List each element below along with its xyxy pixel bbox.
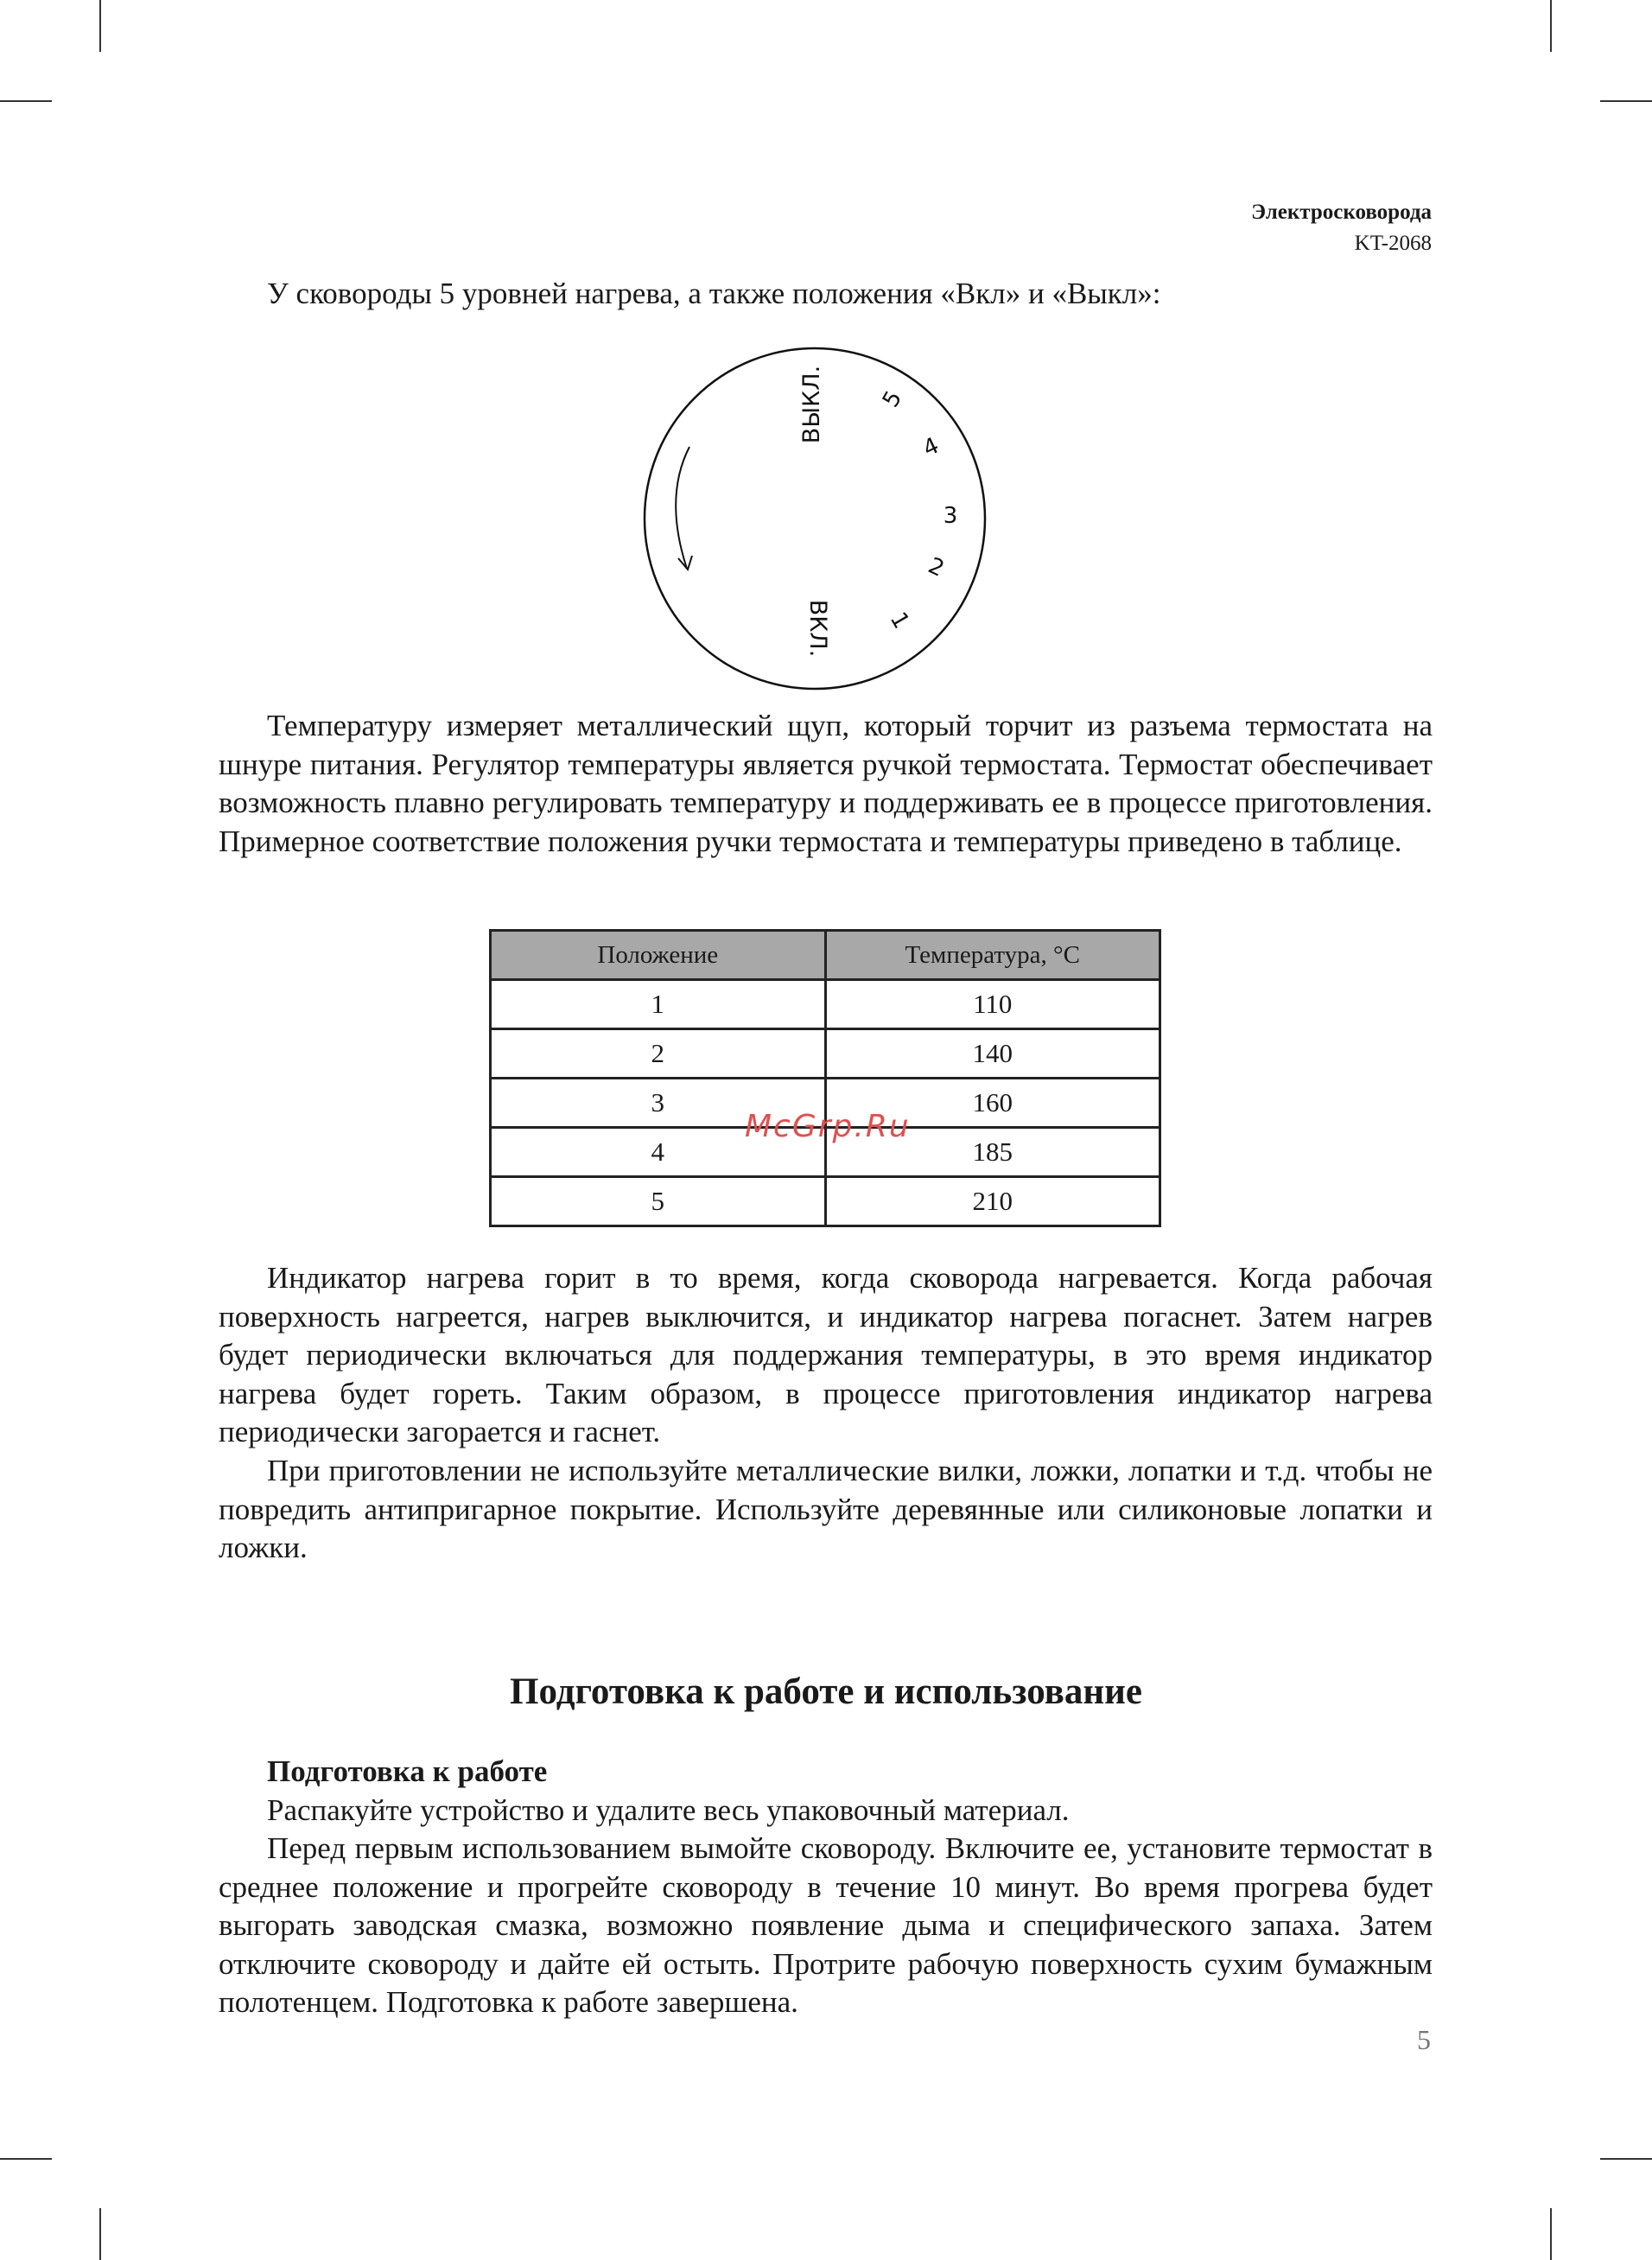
subsection-title: Подготовка к работе [267, 1754, 548, 1788]
column-header-temperature: Температура, °C [825, 931, 1160, 980]
page-number: 5 [1417, 2024, 1431, 2055]
dial-level-4: 4 [918, 432, 944, 462]
column-header-position: Положение [491, 931, 826, 980]
table-cell: 185 [825, 1128, 1160, 1177]
crop-mark [1600, 100, 1652, 102]
table-row [491, 1177, 1160, 1226]
paragraph-first-use: Перед первым использованием вымойте сковороду. Включите ее, установите термостат в среднее положение и прогрейте сковороду в течение 10 минут. Во время прогрева будет выгорать заводская смазка, возможно появление дыма и специфического запаха. Затем отключите сковороду и дайте ей остыть. Протрите рабочую поверхность сухим бумажным полотенцем. Подготовка к работе завершена. [219, 1831, 1433, 2019]
crop-mark [99, 0, 101, 52]
table-cell: 1 [491, 980, 826, 1029]
paragraph-utensils: При приготовлении не используйте металлические вилки, ложки, лопатки и т.д. чтобы не повредить антипригарное покрытие. Используйте деревянные или силиконовые лопатки и ложки. [219, 1454, 1433, 1564]
rotation-arrow [676, 447, 689, 569]
table-cell: 160 [825, 1079, 1160, 1128]
dial-level-5: 5 [877, 386, 908, 412]
table-cell: 110 [825, 980, 1160, 1029]
crop-mark [1550, 0, 1552, 52]
crop-mark [99, 2208, 101, 2260]
paragraph-unpack: Распакуйте устройство и удалите весь упаковочный материал. [267, 1793, 1070, 1827]
dial-level-2: 2 [924, 552, 949, 583]
table-header-row [491, 931, 1160, 980]
intro-text: У сковороды 5 уровней нагрева, а также положения «Вкл» и «Выкл»: [267, 277, 1161, 310]
paragraph-thermostat: Температуру измеряет металлический щуп, который торчит из разъема термостата на шнуре питания. Регулятор температуры является ручкой термостата. Термостат обеспечивает возможность плавно регулировать температуру и поддерживать ее в процессе приготовления. Примерное соответствие положения ручки термостата и температуры приведено в таблице. [219, 709, 1433, 858]
running-header [1251, 197, 1432, 259]
dial-level-1: 1 [884, 608, 915, 633]
table-row [491, 1029, 1160, 1079]
table-cell: 5 [491, 1177, 826, 1226]
model-number: KT-2068 [1354, 232, 1432, 255]
section-title: Подготовка к работе и использование [510, 1671, 1142, 1712]
crop-mark [1600, 2158, 1652, 2160]
dial-off-label: ВЫКЛ. [798, 365, 825, 444]
crop-mark [1550, 2208, 1552, 2260]
crop-mark [0, 100, 52, 102]
table-cell: 210 [825, 1177, 1160, 1226]
temperature-table [489, 929, 1161, 1227]
dial-on-label: ВКЛ. [804, 599, 831, 658]
crop-mark [0, 2158, 52, 2160]
table-row [491, 980, 1160, 1029]
table-cell: 3 [491, 1079, 826, 1128]
watermark: McGrp.Ru [745, 1109, 911, 1144]
thermostat-dial-diagram [635, 346, 989, 691]
table-cell: 4 [491, 1128, 826, 1177]
product-name: Электросковорода [1251, 201, 1432, 224]
table-cell: 140 [825, 1029, 1160, 1079]
paragraph-heat-indicator: Индикатор нагрева горит в то время, когда сковорода нагревается. Когда рабочая поверхность нагреется, нагрев выключится, и индикатор нагрева погаснет. Затем нагрев будет периодически включаться для поддержания температуры, в это время индикатор нагрева будет гореть. Таким образом, в процессе приготовления индикатор нагрева периодически загорается и гаснет. [219, 1261, 1433, 1448]
table-cell: 2 [491, 1029, 826, 1079]
dial-level-3: 3 [943, 503, 958, 529]
